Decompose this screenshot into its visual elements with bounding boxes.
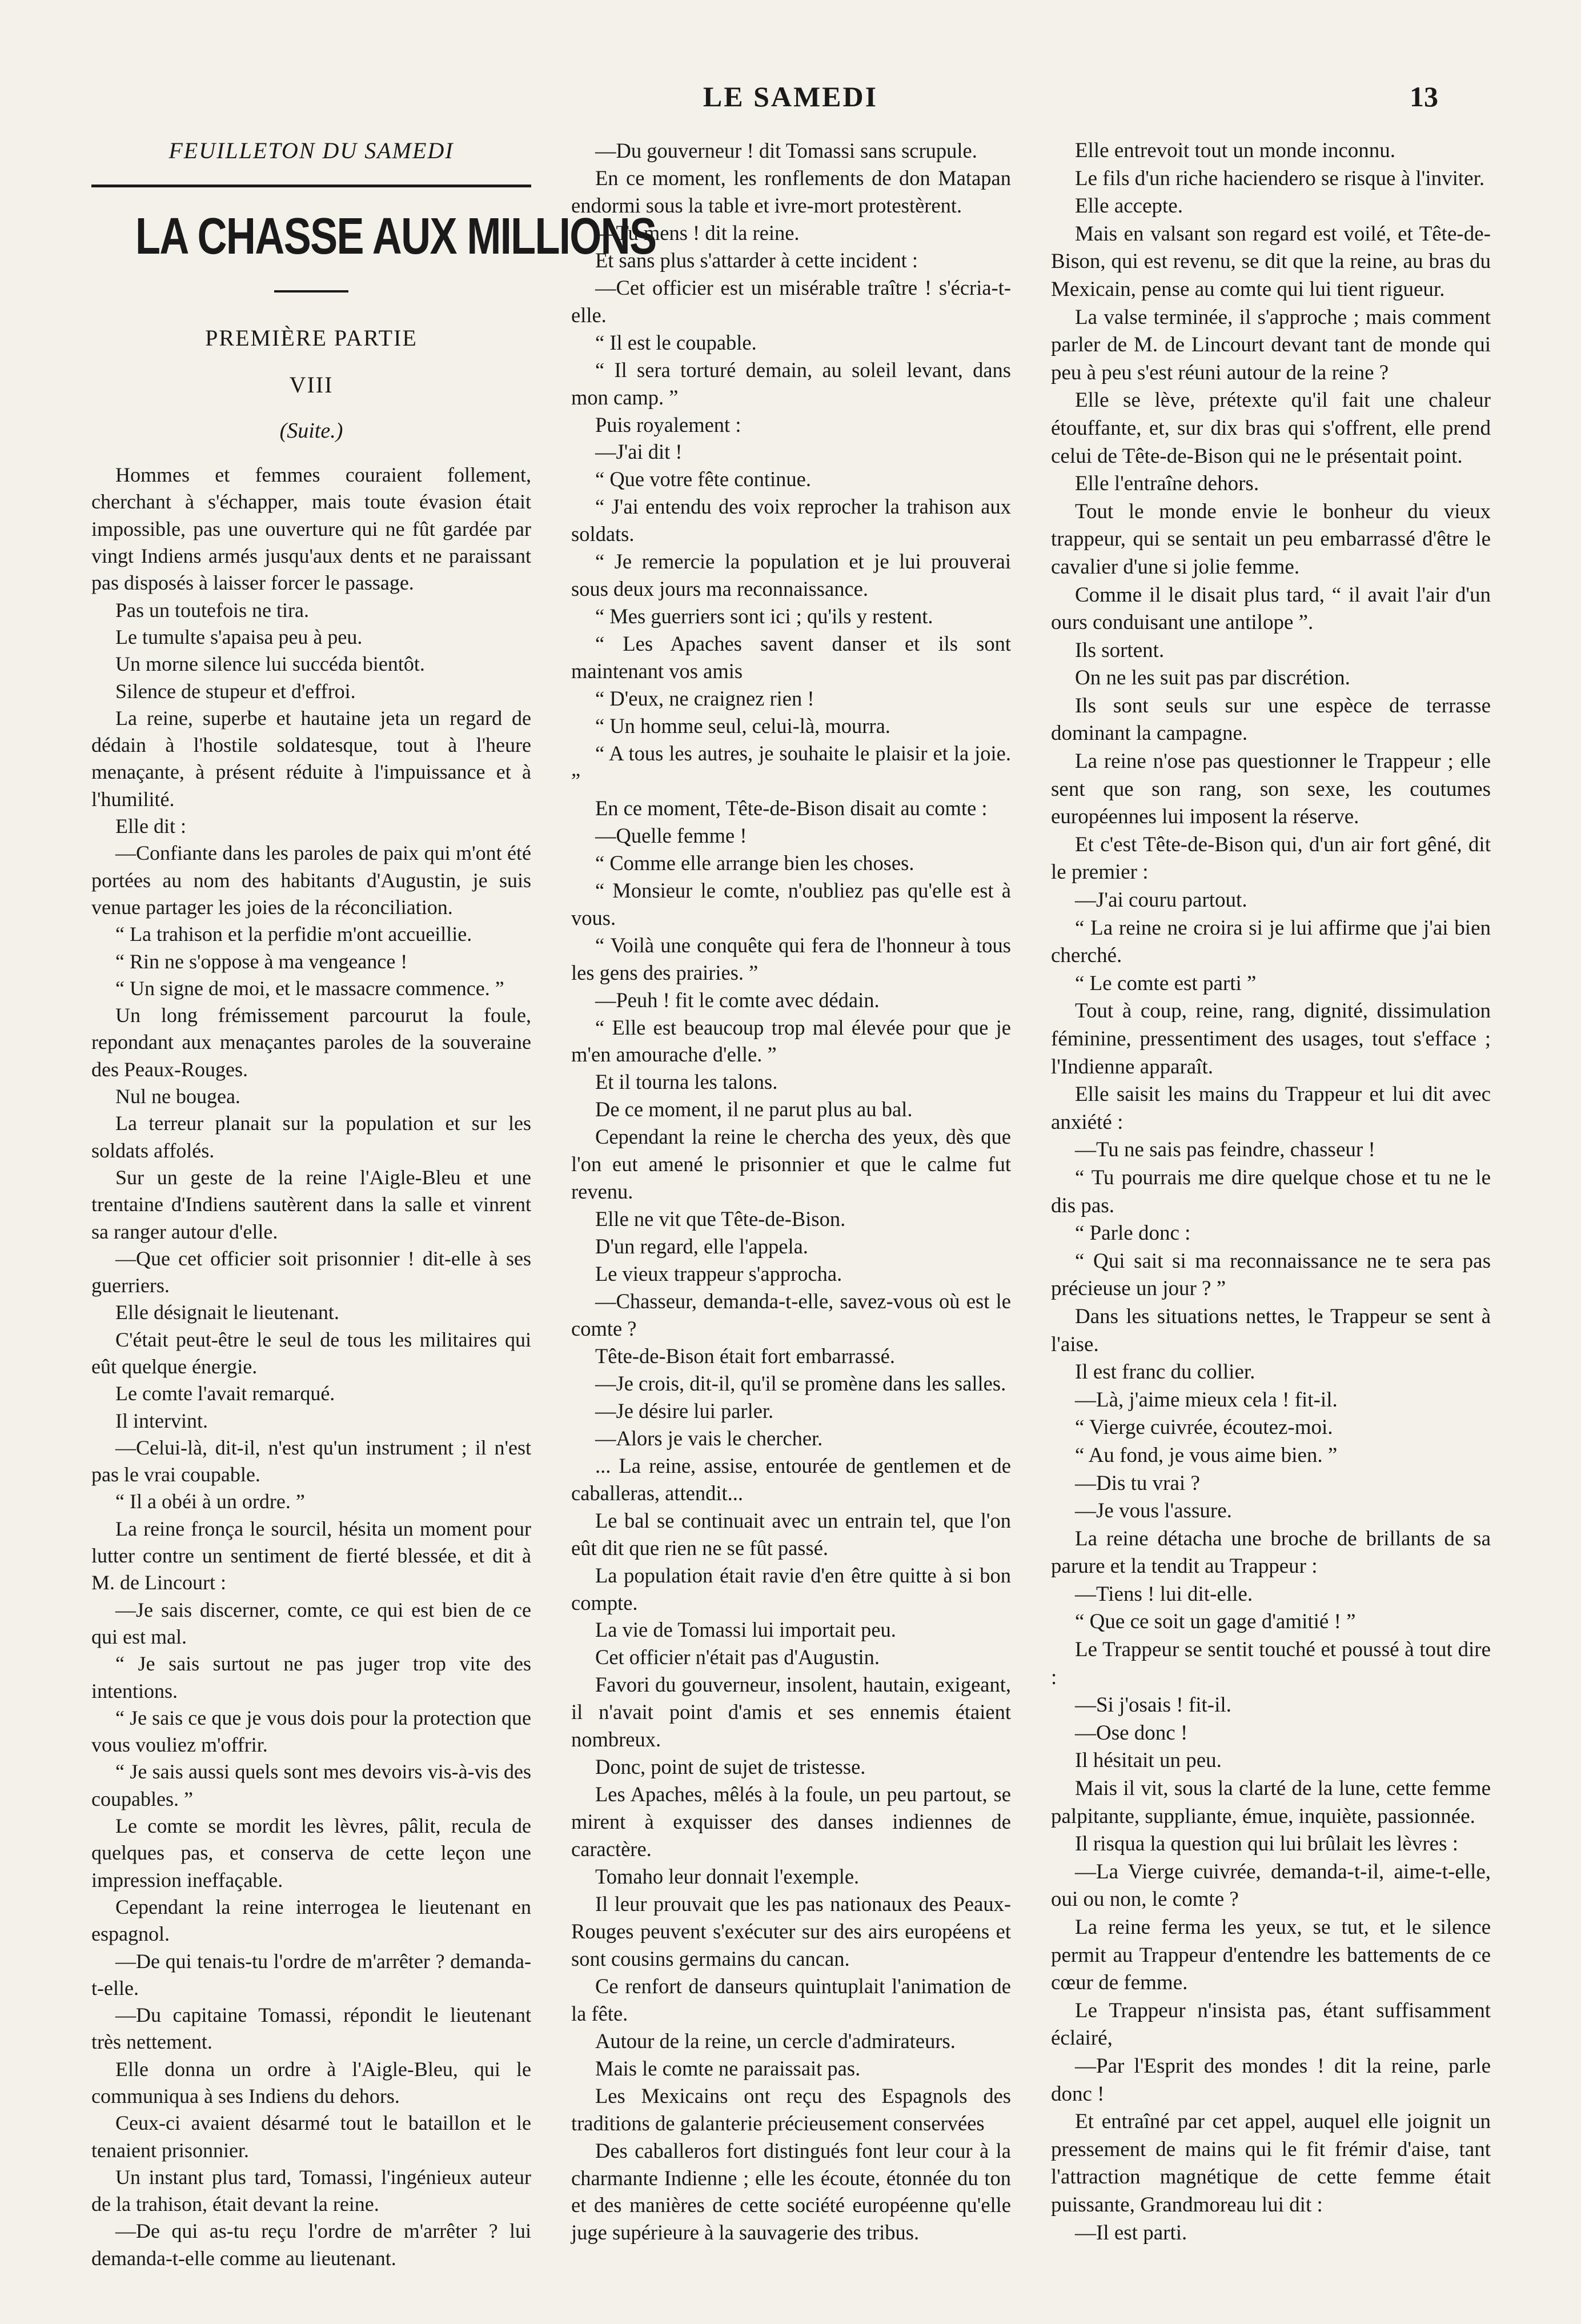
paragraph: “ Parle donc :	[1075, 1221, 1191, 1245]
page-number: 13	[1410, 81, 1438, 113]
paragraph: Cependant la reine le chercha des yeux, dès que l'on eut amené le prisonnier et que le calme fut revenu.	[571, 1125, 1011, 1204]
paragraph: Le comte se mordit les lèvres, pâlit, recula de quelques pas, et conserva de cette leçon une impression ineffaçable.	[91, 1814, 531, 1892]
paragraph: La reine, superbe et hautaine jeta un regard de dédain à l'hostile soldatesque, tout à l'heure menaçante, à présent réduite à l'impuissance et à l'humilité.	[91, 706, 531, 811]
paragraph: “ Il est le coupable.	[595, 330, 757, 354]
paragraph: “ Je sais ce que je vous dois pour la protection que vous vouliez m'offrir.	[91, 1706, 531, 1757]
paragraph: “ Un homme seul, celui-là, mourra.	[595, 714, 890, 738]
paragraph: —Je crois, dit-il, qu'il se promène dans les salles.	[595, 1371, 1006, 1395]
paragraph: —Je vous l'assure.	[1075, 1499, 1232, 1523]
paragraph: C'était peut-être le seul de tous les militaires qui eût quelque énergie.	[91, 1328, 531, 1378]
paragraph: Le tumulte s'apaisa peu à peu.	[115, 625, 363, 648]
paragraph: “ La reine ne croira si je lui affirme que j'ai bien cherché.	[1051, 916, 1491, 968]
paragraph: “ Il a obéi à un ordre. ”	[115, 1490, 305, 1513]
paragraph: “ Comme elle arrange bien les choses.	[595, 851, 914, 875]
paragraph: “ Voilà une conquête qui fera de l'honneur à tous les gens des prairies. ”	[571, 933, 1011, 984]
paragraph: La reine ferma les yeux, se tut, et le silence permit au Trappeur d'entendre les battements de ce cœur de femme.	[1051, 1916, 1491, 1995]
paragraph: Cependant la reine interrogea le lieutenant en espagnol.	[91, 1895, 531, 1946]
paragraph: En ce moment, Tête-de-Bison disait au comte :	[595, 796, 988, 820]
paragraph: “ Au fond, je vous aime bien. ”	[1075, 1443, 1338, 1467]
paragraph: Ce renfort de danseurs quintuplait l'animation de la fête.	[571, 1974, 1011, 2025]
paragraph: Nul ne bougea.	[115, 1085, 240, 1108]
paragraph: “ Monsieur le comte, n'oubliez pas qu'elle est à vous.	[571, 878, 1011, 929]
paragraph: —Alors je vais le chercher.	[595, 1426, 823, 1450]
paragraph: Dans les situations nettes, le Trappeur se sent à l'aise.	[1051, 1304, 1491, 1356]
paragraph: Et il tourna les talons.	[595, 1070, 778, 1094]
paragraph: —Tu ne sais pas feindre, chasseur !	[1075, 1138, 1375, 1162]
paragraph: “ La trahison et la perfidie m'ont accueillie.	[115, 923, 472, 946]
paragraph: Il hésitait un peu.	[1075, 1749, 1222, 1773]
column-body	[1051, 137, 1491, 2247]
paragraph: “ Mes guerriers sont ici ; qu'ils y restent.	[595, 604, 933, 628]
feuilleton-label: FEUILLETON DU SAMEDI	[168, 138, 454, 163]
running-head	[0, 80, 1581, 120]
paragraph: “ Je remercie la population et je lui prouverai sous deux jours ma reconnaissance.	[571, 550, 1011, 601]
column-body	[91, 462, 531, 2272]
paragraph: Autour de la reine, un cercle d'admirateurs.	[595, 2029, 956, 2053]
paragraph: Le Trappeur n'insista pas, étant suffisamment éclairé,	[1051, 1998, 1491, 2050]
paragraph: Le comte l'avait remarqué.	[115, 1382, 335, 1405]
paragraph: Hommes et femmes couraient follement, cherchant à s'échapper, mais toute évasion était impossible, pas une ouverture qui ne fût gardée par vingt Indiens armés jusqu'aux dents et ne paraissant pas disposés à laisser forcer le passage.	[91, 463, 531, 595]
paragraph: “ Je sais aussi quels sont mes devoirs vis-à-vis des coupables. ”	[91, 1760, 531, 1810]
paragraph: Donc, point de sujet de tristesse.	[595, 1755, 866, 1779]
paragraph: —La Vierge cuivrée, demanda-t-il, aime-t-elle, oui ou non, le comte ?	[1051, 1860, 1491, 1912]
paragraph: Et c'est Tête-de-Bison qui, d'un air fort gêné, dit le premier :	[1051, 832, 1491, 884]
title-rule	[91, 185, 531, 187]
paragraph: “ Que votre fête continue.	[595, 467, 812, 491]
column-3	[1051, 137, 1491, 2247]
paragraph: —J'ai couru partout.	[1075, 888, 1247, 912]
paragraph: Il leur prouvait que les pas nationaux des Peaux-Rouges peuvent s'exécuter sur des airs européens et sont cousins germains du cancan.	[571, 1892, 1011, 1970]
paragraph: La terreur planait sur la population et sur les soldats affolés.	[91, 1112, 531, 1162]
paragraph: —Confiante dans les paroles de paix qui m'ont été portées au nom des habitants d'Augustin, je suis venue partager les joies de la réconciliation.	[91, 842, 531, 919]
paragraph: Et sans plus s'attarder à cette incident :	[595, 248, 918, 272]
paragraph: Un morne silence lui succéda bientôt.	[115, 652, 425, 676]
paragraph: “ Rin ne s'oppose à ma vengeance !	[115, 949, 408, 973]
paragraph: Elle dit :	[115, 815, 186, 838]
paragraph: “ A tous les autres, je souhaite le plaisir et la joie. ”	[571, 741, 1011, 792]
paragraph: Le bal se continuait avec un entrain tel, que l'on eût dit que rien ne se fût passé.	[571, 1508, 1011, 1560]
paragraph: Un long frémissement parcourut la foule, repondant aux menaçantes paroles de la souveraine des Peaux-Rouges.	[91, 1004, 531, 1081]
continued-label: (Suite.)	[279, 418, 343, 443]
column-2	[571, 137, 1011, 2246]
paragraph: —De qui tenais-tu l'ordre de m'arrêter ? demanda-t-elle.	[91, 1949, 531, 2000]
paragraph: ... La reine, assise, entourée de gentlemen et de caballeras, attendit...	[571, 1453, 1011, 1505]
paragraph: “ Le comte est parti ”	[1075, 971, 1257, 995]
paragraph: Elle désignait le lieutenant.	[115, 1301, 339, 1324]
running-title: LE SAMEDI	[703, 81, 878, 113]
paragraph: Sur un geste de la reine l'Aigle-Bleu et une trentaine d'Indiens sautèrent dans la salle et vinrent sa ranger autour d'elle.	[91, 1165, 531, 1243]
paragraph: Elle se lève, prétexte qu'il fait une chaleur étouffante, et, sur dix bras qui s'offrent, elle prend celui de Tête-de-Bison qui ne le présentait point.	[1051, 388, 1491, 468]
paragraph: Elle entrevoit tout un monde inconnu.	[1075, 139, 1396, 162]
paragraph: —Du capitaine Tomassi, répondit le lieutenant très nettement.	[91, 2004, 531, 2054]
paragraph: En ce moment, les ronflements de don Matapan endormi sous la table et ivre-mort protestèrent.	[571, 166, 1011, 217]
paragraph: “ Vierge cuivrée, écoutez-moi.	[1075, 1416, 1333, 1440]
paragraph: Comme il le disait plus tard, “ il avait l'air d'un ours conduisant une antilope ”.	[1051, 583, 1491, 635]
paragraph: —Peuh ! fit le comte avec dédain.	[595, 988, 880, 1012]
paragraph: La reine n'ose pas questionner le Trappeur ; elle sent que son rang, son sexe, les coutumes européennes lui imposent la réserve.	[1051, 750, 1491, 829]
paragraph: Mais le comte ne paraissait pas.	[595, 2056, 861, 2080]
paragraph: —Il est parti.	[1075, 2221, 1187, 2245]
paragraph: —Dis tu vrai ?	[1075, 1471, 1200, 1495]
paragraph: De ce moment, il ne parut plus au bal.	[595, 1097, 913, 1121]
paragraph: —De qui as-tu reçu l'ordre de m'arrêter ? lui demanda-t-elle comme au lieutenant.	[91, 2219, 531, 2270]
paragraph: La valse terminée, il s'approche ; mais comment parler de M. de Lincourt devant tant de monde qui peu à peu s'est réuni autour de la reine ?	[1051, 305, 1491, 384]
column-body	[571, 137, 1011, 2246]
story-title: LA CHASSE AUX MILLIONS	[135, 208, 656, 266]
paragraph: Tête-de-Bison était fort embarrassé.	[595, 1344, 895, 1368]
paragraph: “ Les Apaches savent danser et ils sont maintenant vos amis	[571, 632, 1011, 683]
paragraph: Et entraîné par cet appel, auquel elle joignit un pressement de mains qui le fit frémir d'aise, tant l'attraction magnétique de cette femme était puissante, Grandmoreau lui dit :	[1051, 2110, 1491, 2217]
paragraph: —Ose donc !	[1075, 1721, 1188, 1745]
paragraph: Ils sont seuls sur une espèce de terrasse dominant la campagne.	[1051, 694, 1491, 746]
paragraph: Elle saisit les mains du Trappeur et lui dit avec anxiété :	[1051, 1083, 1491, 1134]
paragraph: Ceux-ci avaient désarmé tout le bataillon et le tenaient prisonnier.	[91, 2111, 531, 2162]
part-label: PREMIÈRE PARTIE	[205, 325, 418, 351]
paragraph: Elle ne vit que Tête-de-Bison.	[595, 1207, 846, 1231]
paragraph: Tout à coup, reine, rang, dignité, dissimulation féminine, pressentiment des usages, tout s'efface ; l'Indienne apparaît.	[1051, 999, 1491, 1079]
paragraph: Il intervint.	[115, 1409, 208, 1432]
paragraph: “ Il sera torturé demain, au soleil levant, dans mon camp. ”	[571, 358, 1011, 409]
paragraph: “ Un signe de moi, et le massacre commence. ”	[115, 976, 504, 1000]
paragraph: Le fils d'un riche haciendero se risque à l'inviter.	[1075, 166, 1485, 190]
paragraph: Les Apaches, mêlés à la foule, un peu partout, se mirent à exquisser des danses indiennes de caractère.	[571, 1782, 1011, 1861]
chapter-label: VIII	[289, 371, 334, 398]
paragraph: La reine détacha une broche de brillants de sa parure et la tendit au Trappeur :	[1051, 1526, 1491, 1578]
paragraph: Le Trappeur se sentit touché et poussé à tout dire :	[1051, 1638, 1491, 1689]
paragraph: “ Elle est beaucoup trop mal élevée pour que je m'en amourache d'elle. ”	[571, 1015, 1011, 1067]
paragraph: —Tu mens ! dit la reine.	[595, 221, 800, 245]
paragraph: Les Mexicains ont reçu des Espagnols des traditions de galanterie précieusement conservées	[571, 2083, 1011, 2135]
paragraph: Mais en valsant son regard est voilé, et Tête-de-Bison, qui est revenu, se dit que la reine, au bras du Mexicain, pense au comte qui lui tient rigueur.	[1051, 222, 1491, 301]
section-divider	[274, 290, 348, 292]
paragraph: Il risqua la question qui lui brûlait les lèvres :	[1075, 1832, 1459, 1856]
paragraph: Pas un toutefois ne tira.	[115, 598, 309, 622]
paragraph: Cet officier n'était pas d'Augustin.	[595, 1645, 880, 1669]
paragraph: —Chasseur, demanda-t-elle, savez-vous où est le comte ?	[571, 1289, 1011, 1340]
paragraph: —Si j'osais ! fit-il.	[1075, 1693, 1231, 1717]
paragraph: Mais il vit, sous la clarté de la lune, cette femme palpitante, suppliante, émue, inquiète, passionnée.	[1051, 1777, 1491, 1828]
paragraph: La reine fronça le sourcil, hésita un moment pour lutter contre un sentiment de fierté blessée, et dit à M. de Lincourt :	[91, 1517, 531, 1594]
paragraph: —Celui-là, dit-il, n'est qu'un instrument ; il n'est pas le vrai coupable.	[91, 1436, 531, 1486]
paragraph: Il est franc du collier.	[1075, 1360, 1255, 1384]
paragraph: —Cet officier est un misérable traître ! s'écria-t-elle.	[571, 275, 1011, 327]
paragraph: —Je désire lui parler.	[595, 1399, 774, 1423]
paragraph: —Que cet officier soit prisonnier ! dit-elle à ses guerriers.	[91, 1247, 531, 1297]
paragraph: Puis royalement :	[595, 412, 741, 436]
paragraph: Ils sortent.	[1075, 638, 1165, 662]
paragraph: Elle donna un ordre à l'Aigle-Bleu, qui le communiqua à ses Indiens du dehors.	[91, 2057, 531, 2107]
paragraph: —Tiens ! lui dit-elle.	[1075, 1582, 1253, 1606]
paragraph: “ D'eux, ne craignez rien !	[595, 687, 814, 711]
paragraph: Tout le monde envie le bonheur du vieux trappeur, qui se sentait un peu embarrassé d'être le cavalier d'une si jolie femme.	[1051, 499, 1491, 579]
paragraph: “ Que ce soit un gage d'amitié ! ”	[1075, 1610, 1356, 1634]
paragraph: —Quelle femme !	[595, 823, 747, 847]
paragraph: La vie de Tomassi lui importait peu.	[595, 1618, 896, 1642]
paragraph: —Par l'Esprit des mondes ! dit la reine, parle donc !	[1051, 2054, 1491, 2106]
paragraph: “ Tu pourrais me dire quelque chose et tu ne le dis pas.	[1051, 1165, 1491, 1217]
paragraph: D'un regard, elle l'appela.	[595, 1235, 808, 1259]
paragraph: Le vieux trappeur s'approcha.	[595, 1262, 842, 1286]
paragraph: “ Qui sait si ma reconnaissance ne te sera pas précieuse un jour ? ”	[1051, 1249, 1491, 1301]
paragraph: Silence de stupeur et d'effroi.	[115, 679, 356, 703]
paragraph: On ne les suit pas par discrétion.	[1075, 666, 1350, 690]
paragraph: —J'ai dit !	[595, 440, 683, 464]
paragraph: Des caballeros fort distingués font leur cour à la charmante Indienne ; elle les écoute, étonnée du ton et des manières de cette société européenne qu'elle juge supérieure à la sauvagerie des tribus.	[571, 2138, 1011, 2245]
paragraph: —Là, j'aime mieux cela ! fit-il.	[1075, 1388, 1338, 1412]
paragraph: Elle l'entraîne dehors.	[1075, 472, 1259, 496]
paragraph: Favori du gouverneur, insolent, hautain, exigeant, il n'avait point d'amis et ses ennemis étaient nombreux.	[571, 1673, 1011, 1752]
paragraph: Elle accepte.	[1075, 194, 1183, 218]
paragraph: “ Je sais surtout ne pas juger trop vite des intentions.	[91, 1652, 531, 1702]
paragraph: “ J'ai entendu des voix reprocher la trahison aux soldats.	[571, 495, 1011, 546]
paragraph: Tomaho leur donnait l'exemple.	[595, 1865, 860, 1889]
paragraph: —Du gouverneur ! dit Tomassi sans scrupule.	[595, 139, 977, 162]
paragraph: —Je sais discerner, comte, ce qui est bien de ce qui est mal.	[91, 1598, 531, 1648]
paragraph: Un instant plus tard, Tomassi, l'ingénieux auteur de la trahison, était devant la reine.	[91, 2165, 531, 2216]
paragraph: La population était ravie d'en être quitte à si bon compte.	[571, 1563, 1011, 1614]
